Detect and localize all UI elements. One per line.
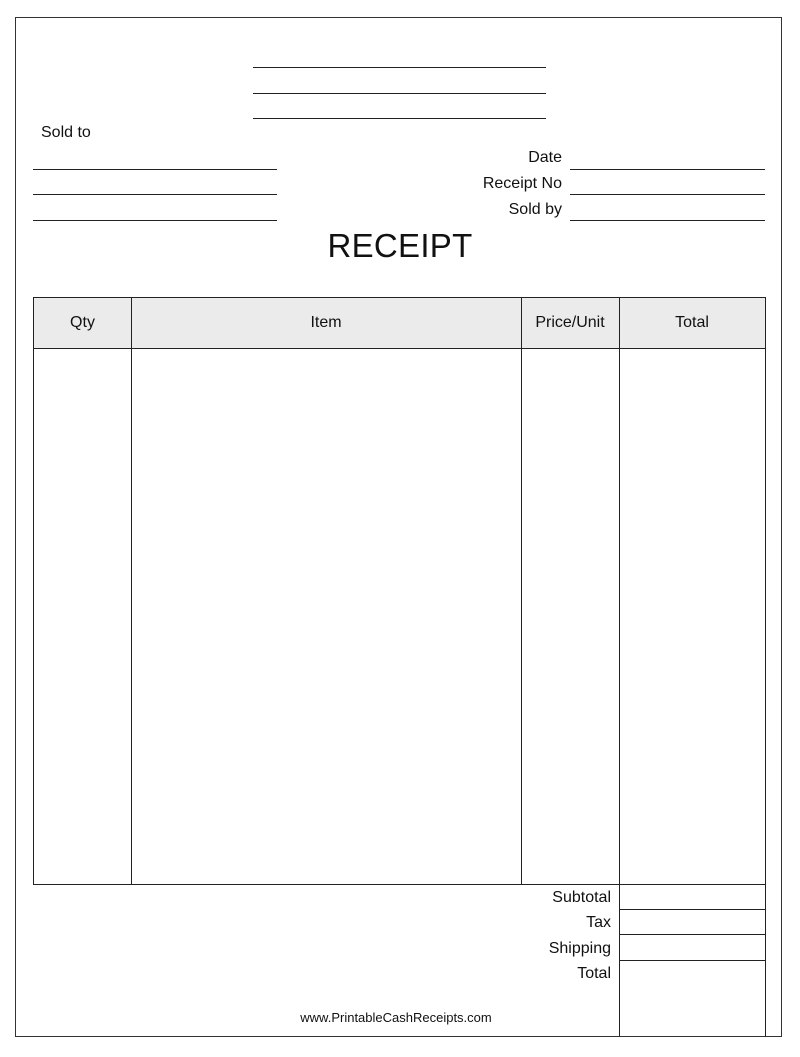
table-header xyxy=(34,298,765,349)
date-field[interactable] xyxy=(570,169,765,170)
sold-to-label: Sold to xyxy=(41,124,91,141)
qty-header: Qty xyxy=(70,314,95,331)
tax-label: Tax xyxy=(586,914,611,931)
column-divider xyxy=(131,298,132,884)
sold-by-label: Sold by xyxy=(508,201,562,218)
receipt-no-field[interactable] xyxy=(570,194,765,195)
column-divider xyxy=(521,298,522,884)
footer-url[interactable]: www.PrintableCashReceipts.com xyxy=(300,1010,492,1025)
receipt-title: RECEIPT xyxy=(327,227,473,264)
sold-to-line-2[interactable] xyxy=(33,194,277,195)
receipt-no-label: Receipt No xyxy=(482,175,562,192)
total-label: Total xyxy=(577,965,611,982)
subtotal-field-line xyxy=(620,909,765,910)
sold-to-line-3[interactable] xyxy=(33,220,277,221)
column-divider xyxy=(619,298,620,884)
item-header: Item xyxy=(310,314,342,331)
shipping-field-line xyxy=(620,960,765,961)
subtotal-label: Subtotal xyxy=(552,889,611,906)
total-header: Total xyxy=(675,314,709,331)
date-label: Date xyxy=(528,149,562,166)
company-line-1[interactable] xyxy=(253,67,546,68)
items-table xyxy=(33,297,766,885)
sold-to-line-1[interactable] xyxy=(33,169,277,170)
sold-by-field[interactable] xyxy=(570,220,765,221)
company-line-2[interactable] xyxy=(253,93,546,94)
tax-field-line xyxy=(620,934,765,935)
shipping-label: Shipping xyxy=(548,940,611,957)
company-line-3[interactable] xyxy=(253,118,546,119)
price-unit-header: Price/Unit xyxy=(535,314,605,331)
